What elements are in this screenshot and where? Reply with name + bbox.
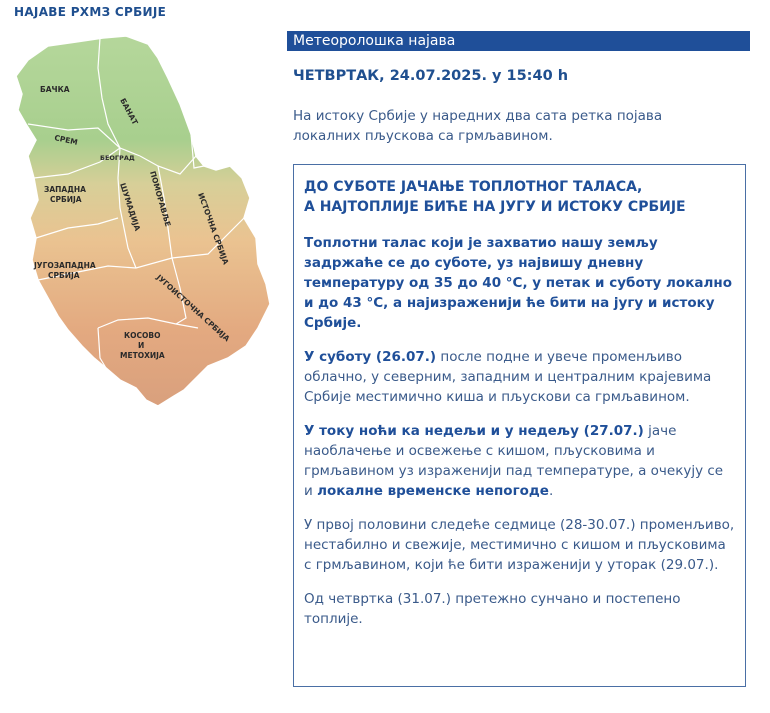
- region-label-zapadna-2: СРБИЈА: [50, 195, 82, 204]
- region-label-kosovo-2: И: [138, 341, 145, 350]
- thursday-paragraph: Од четвртка (31.07.) претежно сунчано и постепено топлије.: [304, 591, 681, 627]
- serbia-regions-map[interactable]: [8, 28, 280, 413]
- region-label-zapadna-1: ЗАПАДНА: [44, 185, 86, 194]
- region-label-beograd: БЕОГРАД: [100, 154, 135, 162]
- sunday-text-end: .: [548, 483, 554, 499]
- next-week-paragraph: У првој половини следеће седмице (28-30.07.) променљиво, нестабилно и свежије, местимично с кишом и пљусковима с грмљавином, који ће бити израженији у уторак (29.07.).: [304, 517, 735, 573]
- saturday-date: У суботу (26.07.): [304, 349, 437, 365]
- short-term-notice: На истоку Србије у наредних два сата ретка појава локалних пљускова са грмљавином.: [293, 108, 663, 144]
- storm-warning: локалне временске непогоде: [317, 483, 549, 499]
- region-label-jugozapadna-2: СРБИЈА: [48, 271, 80, 280]
- region-label-kosovo-1: КОСОВО: [124, 331, 161, 340]
- sunday-paragraph: [304, 421, 735, 501]
- heatwave-paragraph: Топлотни талас који је захватио нашу земљу задржаће се до суботе, уз највишу дневну температуру од 35 до 40 °C, у петак и суботу локално и до 43 °C, а најизраженији ће бити на југу и истоку Србије.: [304, 235, 732, 331]
- forecast-headline-2: А НАЈТОПЛИЈЕ БИЋЕ НА ЈУГУ И ИСТОКУ СРБИЈЕ: [304, 199, 686, 215]
- region-label-pomoravlje: ПОМОРАВЉЕ: [148, 170, 173, 228]
- region-label-backa: БАЧКА: [40, 85, 70, 94]
- forecast-header-bar: Метеоролошка најава: [287, 31, 750, 51]
- saturday-text: после подне и увече променљиво облачно, у северним, западним и централним крајевима Србије местимично киша и пљускови са грмљавином.: [304, 349, 712, 405]
- left-panel-title: НАЈАВЕ РХМЗ СРБИЈЕ: [14, 5, 167, 19]
- region-label-sumadija: ШУМАДИЈА: [118, 181, 143, 233]
- region-label-istocna: ИСТОЧНА СРБИЈА: [196, 191, 231, 266]
- sunday-date: У току ноћи ка недељи и у недељу (27.07.): [304, 423, 644, 439]
- sunday-text: јаче наоблачење и освежење с кишом, пљусковима и грмљавином уз израженији пад температуре, а очекују се и: [304, 423, 724, 499]
- forecast-date: ЧЕТВРТАК, 24.07.2025. у 15:40 h: [293, 68, 569, 84]
- region-label-srem: СРЕМ: [53, 133, 79, 147]
- region-label-kosovo-3: МЕТОХИЈА: [120, 351, 165, 360]
- region-label-banat: БАНАТ: [118, 96, 140, 127]
- region-label-jugoistocna: ЈУГОИСТОЧНА СРБИЈА: [154, 272, 232, 344]
- saturday-paragraph: [304, 347, 735, 407]
- region-label-jugozapadna-1: ЈУГОЗАПАДНА: [34, 261, 96, 270]
- forecast-box: [293, 164, 746, 687]
- forecast-headline-1: ДО СУБОТЕ ЈАЧАЊЕ ТОПЛОТНОГ ТАЛАСА,: [304, 179, 643, 195]
